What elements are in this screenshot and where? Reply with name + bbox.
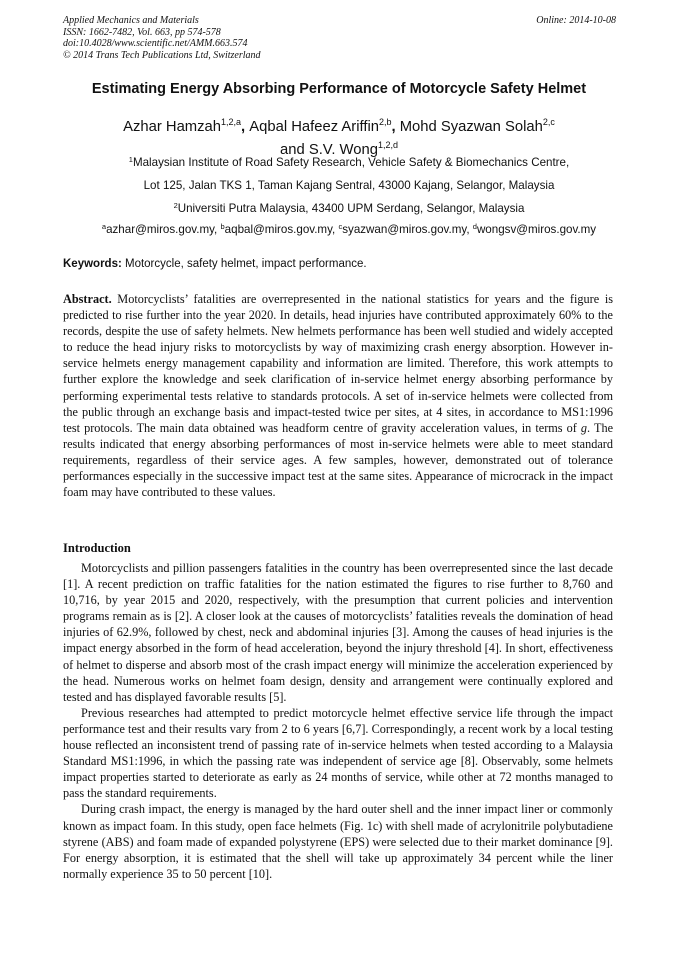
- affiliation-1-line-2: Lot 125, Jalan TKS 1, Taman Kajang Sentral, 43000 Kajang, Selangor, Malaysia: [143, 179, 555, 192]
- email-sup: a: [101, 222, 107, 231]
- keywords: [63, 258, 367, 270]
- affiliation-sup: 1: [128, 155, 133, 164]
- issn-line: ISSN: 1662-7482, Vol. 663, pp 574-578: [63, 26, 221, 38]
- author-sup: 2,c: [542, 117, 555, 127]
- author-name: Azhar Hamzah: [123, 119, 221, 135]
- online-date: Online: 2014-10-08: [536, 15, 616, 26]
- keywords-label: Keywords:: [63, 258, 122, 270]
- author-sup: 1,2,d: [377, 140, 398, 150]
- abstract-label: Abstract.: [63, 292, 112, 306]
- email-address: aqbal@miros.gov.my: [224, 223, 333, 236]
- abstract-text-1: Motorcyclists’ fatalities are overrepresented in the national statistics for years and the figure is predicted to rise further into the year 2020. In details, head injuries have contributed approximately 60% to the records, despite the use of safety helmets. New helmets performance has been well studied and widely accepted to reduce the head injury risks to motorcyclists by way of maximizing crash energy absorption. However in-service helmets energy management capability and information are limited. Therefore, this work attempts to further explore the knowledge and seek clarification of in-service helmet energy absorbing performance by performing experimental tests relative to standards protocols. A set of in-service helmets were collected from the public through an exchange basis and impact-tested twice per sites, at 4 sites, in accordance to MS1:1996 test protocols. The main data obtained was headform centre of gravity acceleration values, in terms of: [63, 292, 613, 435]
- journal-name: Applied Mechanics and Materials: [63, 15, 199, 26]
- affiliation-2: [60, 201, 638, 215]
- email-separator: ,: [466, 223, 473, 236]
- keywords-text: Motorcycle, safety helmet, impact performance.: [121, 258, 367, 270]
- author-name: Aqbal Hafeez Ariffin: [249, 119, 379, 135]
- copyright-line: © 2014 Trans Tech Publications Ltd, Switzerland: [63, 49, 261, 61]
- abstract-paragraph: [63, 291, 613, 500]
- affiliation-text: Universiti Putra Malaysia, 43400 UPM Serdang, Selangor, Malaysia: [177, 202, 525, 215]
- author-separator: ,: [391, 119, 400, 135]
- email-list: [60, 222, 638, 236]
- author-sup: 2,b: [378, 117, 392, 127]
- paper-title: Estimating Energy Absorbing Performance of Motorcycle Safety Helmet: [91, 81, 587, 97]
- affiliation-sup: 2: [173, 201, 178, 210]
- author-list: [40, 113, 638, 159]
- email-address: syazwan@miros.gov.my: [342, 223, 467, 236]
- journal-header: [63, 15, 616, 61]
- email-sup: b: [220, 222, 225, 231]
- abstract: [63, 291, 613, 500]
- introduction-paragraph-1: Motorcyclists and pillion passengers fatalities in the country has been overrepresented since the last decade [1]. A recent prediction on traffic fatalities for the nation estimated the figures to rise further to 8,760 and 10,716, by year 2015 and 2020, respectively, with the presumption that current policies and intervention programs remain as is [2]. A closer look at the causes of motorcyclists’ fatalities reveals the domination of head injuries of 62.9%, followed by chest, neck and abdominal injuries [3]. Among the causes of head injuries is the impact energy absorbed in the form of head acceleration, beyond the injury threshold [4]. In short, effectiveness of helmet to disperse and absorb most of the crash impact energy will minimize the acceleration experienced by the head. Numerous works on helmet foam design, density and arrangement were continually explored and tested and has displayed favorable results [5].: [63, 561, 613, 704]
- doi-line: doi:10.4028/www.scientific.net/AMM.663.574: [63, 38, 248, 50]
- author-line-1: [40, 113, 638, 136]
- author-name: Mohd Syazwan Solah: [399, 119, 543, 135]
- abstract-g-symbol: g: [580, 420, 588, 435]
- affiliation-text: Malaysian Institute of Road Safety Research, Vehicle Safety & Biomechanics Centre,: [132, 156, 570, 169]
- introduction-body: [63, 560, 613, 882]
- email-separator: ,: [214, 223, 221, 236]
- introduction-paragraph-2: Previous researches had attempted to predict motorcycle helmet effective service life through the impact performance test and their results vary from 2 to 6 years [6,7]. Correspondingly, a recent work by a local testing house reflected an inconsistent trend of passing rate of in-service helmets when tested according to a Malaysia Standard MS1:1996, in which the passing rate was independent of service age [8]. Observably, some helmets impact properties started to deteriorate as early as 24 months of service, while other at 72 months managed to pass the standard requirements.: [63, 705, 613, 801]
- author-separator: ,: [241, 119, 250, 135]
- email-sup: d: [472, 222, 477, 231]
- email-address: wongsv@miros.gov.my: [476, 223, 597, 236]
- abstract-text-2: . The results indicated that energy absorbing performances of most in-service helmets were able to meet standard requirements, regardless of their service ages. A few samples, however, demonstrated out of tolerance performances especially in the successive impact test at the same sites. Appearance of microcrack in the impact foam may have contributed to these values.: [63, 420, 614, 500]
- author-prefix: and: [280, 142, 309, 158]
- affiliation-1-line-1: [60, 155, 638, 169]
- email-address: azhar@miros.gov.my: [106, 223, 215, 236]
- introduction-heading: Introduction: [63, 541, 131, 555]
- email-sup: c: [338, 222, 343, 231]
- author-sup: 1,2,a: [221, 117, 242, 127]
- introduction-paragraph-3: During crash impact, the energy is managed by the hard outer shell and the inner impact liner or commonly known as impact foam. In this study, open face helmets (Fig. 1c) with shell made of acrylonitrile polybutadiene styrene (ABS) and foam made of expanded polystyrene (EPS) were selected due to their market dominance [9]. For energy absorption, it is estimated that the shell will take up approximately 34 percent while the liner normally experience 35 to 50 percent [10].: [63, 802, 613, 881]
- email-separator: ,: [332, 223, 339, 236]
- author-name: S.V. Wong: [308, 142, 378, 158]
